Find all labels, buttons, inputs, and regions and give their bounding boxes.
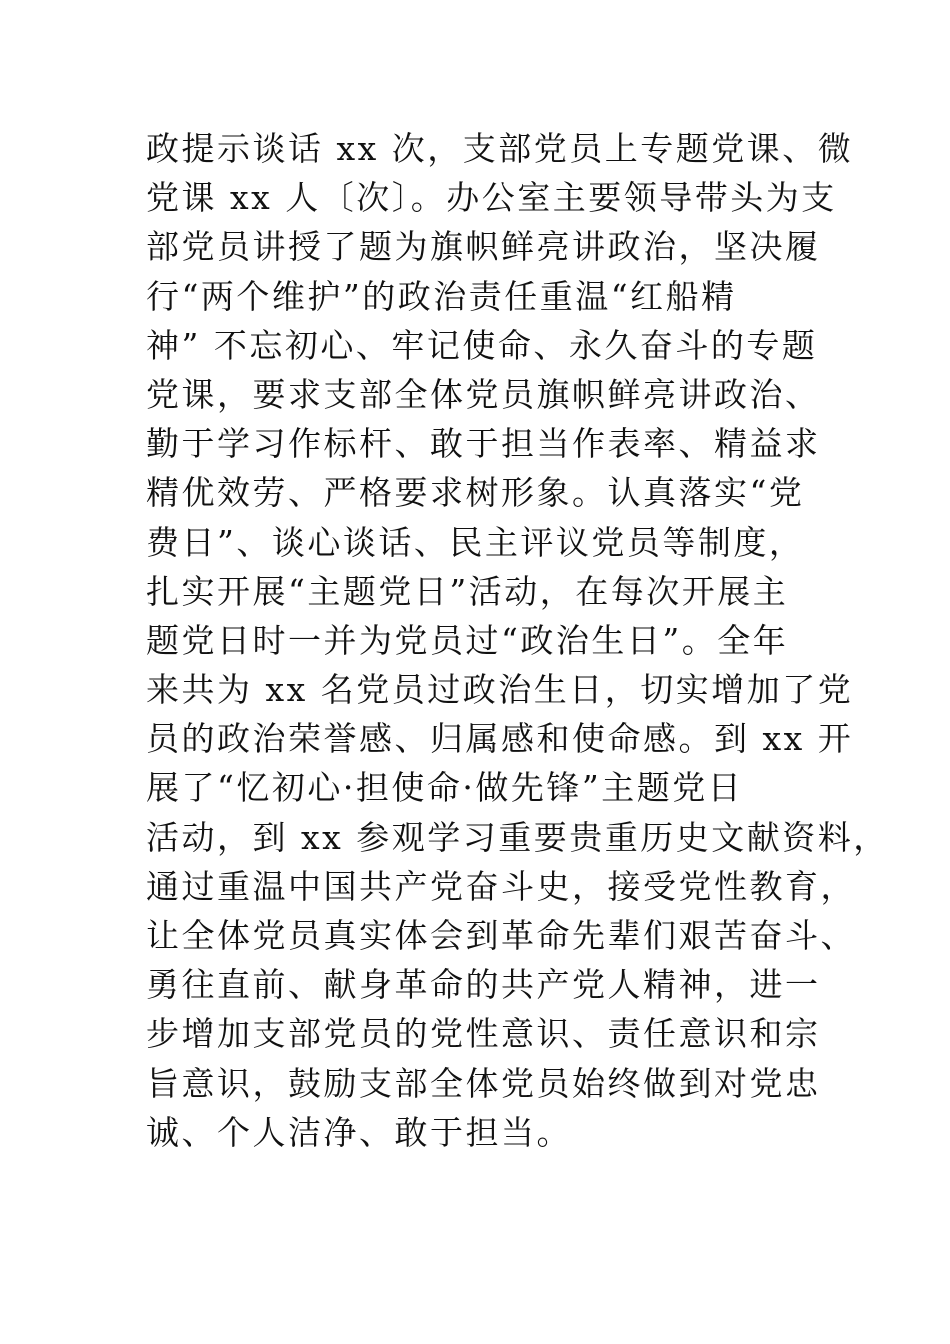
paragraph-line: 费日”、谈心谈话、民主评议党员等制度， [146, 522, 805, 562]
paragraph-line: 党课 xx 人〔次〕。办公室主要领导带头为支 [146, 178, 837, 218]
paragraph-line: 让全体党员真实体会到革命先辈们艰苦奋斗、 [146, 916, 856, 955]
paragraph-line: 题党日时一并为党员过“政治生日”。全年 [146, 620, 789, 660]
body-paragraph [146, 124, 889, 1157]
paragraph-line: 神” 不忘初心、牢记使命、永久奋斗的专题 [146, 325, 818, 365]
paragraph-line: 旨意识，鼓励支部全体党员始终做到对党忠 [146, 1063, 821, 1103]
paragraph-line: 员的政治荣誉感、归属感和使命感。到 xx 开 [146, 719, 854, 759]
paragraph-line: 来共为 xx 名党员过政治生日，切实增加了党 [146, 670, 854, 710]
paragraph-line: 扎实开展“主题党日”活动，在每次开展主 [146, 571, 789, 611]
paragraph-line: 诚、个人洁净、敢于担当。 [146, 1112, 572, 1152]
paragraph-line: 行“两个维护”的政治责任重温“红船精 [146, 276, 737, 316]
paragraph-line: 展了“忆初心·担使命·做先锋”主题党日 [146, 768, 744, 808]
paragraph-line: 活动，到 xx 参观学习重要贵重历史文献资料， [146, 817, 889, 857]
paragraph-line: 勤于学习作标杆、敢于担当作表率、精益求 [146, 424, 821, 464]
paragraph-line: 精优效劳、严格要求树形象。认真落实“党 [146, 473, 805, 513]
paragraph-line: 通过重温中国共产党奋斗史，接受党性教育， [146, 866, 856, 906]
paragraph-line: 党课，要求支部全体党员旗帜鲜亮讲政治、 [146, 374, 821, 414]
paragraph-line: 勇往直前、献身革命的共产党人精神，进一 [146, 965, 821, 1005]
paragraph-line: 政提示谈话 xx 次，支部党员上专题党课、微 [146, 129, 854, 168]
paragraph-line: 部党员讲授了题为旗帜鲜亮讲政治，坚决履 [146, 227, 821, 267]
paragraph-line: 步增加支部党员的党性意识、责任意识和宗 [146, 1014, 821, 1054]
